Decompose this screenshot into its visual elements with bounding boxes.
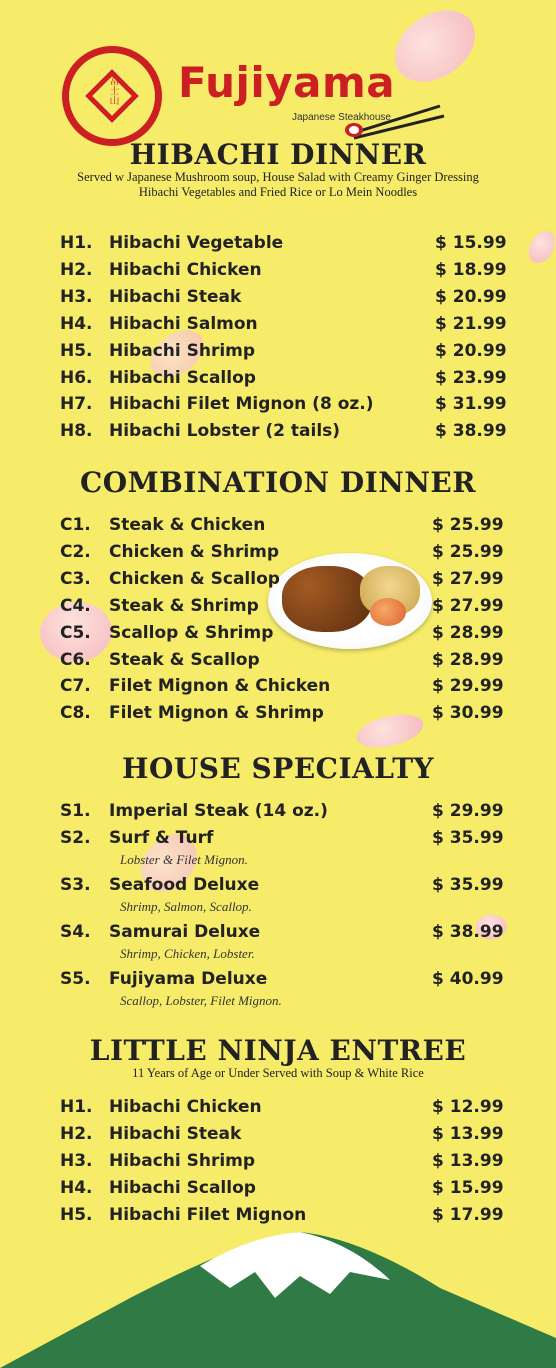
menu-item-price: $ 31.99 [435, 394, 507, 414]
menu-item-row [0, 341, 556, 367]
menu-item-price: $ 28.99 [432, 650, 504, 670]
menu-item-code: H3. [60, 1151, 93, 1171]
menu-item-row [0, 703, 556, 729]
menu-item-name: Filet Mignon & Chicken [109, 676, 331, 696]
menu-item-row [0, 1151, 556, 1177]
menu-item-name: Scallop & Shrimp [109, 623, 274, 643]
menu-item-code: H1. [60, 1097, 93, 1117]
menu-item-code: H2. [60, 260, 93, 280]
menu-item-price: $ 13.99 [432, 1151, 504, 1171]
menu-item-name: Steak & Chicken [109, 515, 266, 535]
menu-item-description: Scallop, Lobster, Filet Mignon. [120, 993, 282, 1008]
logo-kanji: 富士山 [107, 75, 118, 105]
menu-item-name: Hibachi Filet Mignon (8 oz.) [109, 394, 374, 414]
menu-item-code: H2. [60, 1124, 93, 1144]
menu-item-code: H8. [60, 421, 93, 441]
mount-fuji-illustration [0, 1228, 556, 1368]
menu-item-name: Hibachi Steak [109, 1124, 242, 1144]
petal-decoration [384, 1, 487, 91]
menu-item-code: C7. [60, 676, 91, 696]
logo-emblem [62, 46, 162, 146]
menu-item-code: H7. [60, 394, 93, 414]
menu-item-row [0, 596, 556, 622]
menu-item-row [0, 969, 556, 995]
menu-item-name: Chicken & Shrimp [109, 542, 280, 562]
menu-item-row [0, 515, 556, 541]
menu-item-description: Lobster & Filet Mignon. [120, 852, 248, 867]
section-title-specialty: HOUSE SPECIALTY [121, 752, 435, 785]
menu-item-code: S3. [60, 875, 91, 895]
menu-item-price: $ 12.99 [432, 1097, 504, 1117]
menu-item-row [0, 314, 556, 340]
menu-item-row [0, 650, 556, 676]
menu-item-row [0, 875, 556, 901]
menu-item-name: Chicken & Scallop [109, 569, 280, 589]
section-subtitle-hibachi-1: Served w Japanese Mushroom soup, House Salad with Creamy Ginger Dressing [77, 170, 479, 184]
menu-item-price: $ 15.99 [432, 1178, 504, 1198]
menu-item-price: $ 20.99 [435, 287, 507, 307]
menu-item-row [0, 676, 556, 702]
menu-item-code: C3. [60, 569, 91, 589]
menu-item-price: $ 23.99 [435, 368, 507, 388]
menu-item-name: Imperial Steak (14 oz.) [109, 801, 328, 821]
menu-item-price: $ 38.99 [435, 421, 507, 441]
brand-name: Fujiyama [178, 58, 396, 107]
menu-item-name: Fujiyama Deluxe [109, 969, 268, 989]
menu-item-code: C5. [60, 623, 91, 643]
menu-item-price: $ 40.99 [432, 969, 504, 989]
menu-item-row [0, 233, 556, 259]
menu-item-name: Hibachi Vegetable [109, 233, 284, 253]
menu-item-row [0, 368, 556, 394]
menu-item-name: Steak & Scallop [109, 650, 260, 670]
menu-item-code: H4. [60, 1178, 93, 1198]
menu-item-row [0, 801, 556, 827]
menu-item-price: $ 35.99 [432, 828, 504, 848]
menu-item-code: C1. [60, 515, 91, 535]
menu-item-row [0, 287, 556, 313]
menu-item-price: $ 21.99 [435, 314, 507, 334]
menu-item-name: Hibachi Shrimp [109, 341, 256, 361]
menu-item-row [0, 569, 556, 595]
menu-item-price: $ 27.99 [432, 569, 504, 589]
menu-item-code: H5. [60, 341, 93, 361]
menu-item-price: $ 13.99 [432, 1124, 504, 1144]
section-title-combination: COMBINATION DINNER [79, 466, 477, 499]
menu-item-row [0, 1124, 556, 1150]
menu-item-code: C2. [60, 542, 91, 562]
menu-item-name: Hibachi Lobster (2 tails) [109, 421, 341, 441]
menu-item-code: C4. [60, 596, 91, 616]
menu-item-code: S5. [60, 969, 91, 989]
menu-item-row [0, 1097, 556, 1123]
brand-subtitle: Japanese Steakhouse [292, 112, 391, 123]
menu-item-name: Samurai Deluxe [109, 922, 261, 942]
menu-item-price: $ 28.99 [432, 623, 504, 643]
menu-item-name: Hibachi Scallop [109, 368, 256, 388]
menu-item-row [0, 542, 556, 568]
menu-item-price: $ 20.99 [435, 341, 507, 361]
section-subtitle-ninja: 11 Years of Age or Under Served with Soup & White Rice [132, 1066, 424, 1080]
menu-item-code: H3. [60, 287, 93, 307]
menu-item-price: $ 35.99 [432, 875, 504, 895]
menu-item-name: Hibachi Chicken [109, 1097, 262, 1117]
menu-item-row [0, 828, 556, 854]
menu-item-row [0, 260, 556, 286]
menu-item-price: $ 25.99 [432, 542, 504, 562]
menu-item-name: Seafood Deluxe [109, 875, 260, 895]
section-title-ninja: LITTLE NINJA ENTREE [89, 1034, 467, 1067]
menu-item-code: S4. [60, 922, 91, 942]
menu-item-name: Hibachi Scallop [109, 1178, 256, 1198]
chopsticks-sushi-icon [330, 100, 450, 140]
menu-item-name: Surf & Turf [109, 828, 214, 848]
menu-item-row [0, 394, 556, 420]
menu-item-code: H1. [60, 233, 93, 253]
menu-item-name: Hibachi Filet Mignon [109, 1205, 307, 1225]
menu-item-code: S2. [60, 828, 91, 848]
menu-item-code: C6. [60, 650, 91, 670]
menu-item-row [0, 1178, 556, 1204]
menu-item-price: $ 29.99 [432, 801, 504, 821]
menu-item-description: Shrimp, Salmon, Scallop. [120, 899, 252, 914]
menu-item-row [0, 421, 556, 447]
menu-item-name: Hibachi Steak [109, 287, 242, 307]
menu-item-price: $ 29.99 [432, 676, 504, 696]
section-subtitle-hibachi-2: Hibachi Vegetables and Fried Rice or Lo Mein Noodles [138, 185, 418, 199]
section-title-hibachi: HIBACHI DINNER [129, 138, 427, 171]
menu-item-price: $ 25.99 [432, 515, 504, 535]
menu-item-price: $ 15.99 [435, 233, 507, 253]
menu-item-description: Shrimp, Chicken, Lobster. [120, 946, 255, 961]
menu-item-code: C8. [60, 703, 91, 723]
menu-item-name: Hibachi Chicken [109, 260, 262, 280]
menu-item-row [0, 623, 556, 649]
menu-item-name: Steak & Shrimp [109, 596, 259, 616]
menu-item-price: $ 18.99 [435, 260, 507, 280]
menu-item-code: H5. [60, 1205, 93, 1225]
menu-item-price: $ 38.99 [432, 922, 504, 942]
menu-item-name: Hibachi Salmon [109, 314, 258, 334]
menu-item-price: $ 17.99 [432, 1205, 504, 1225]
menu-item-price: $ 27.99 [432, 596, 504, 616]
menu-item-code: H4. [60, 314, 93, 334]
menu-item-name: Filet Mignon & Shrimp [109, 703, 324, 723]
menu-item-name: Hibachi Shrimp [109, 1151, 256, 1171]
menu-item-row [0, 922, 556, 948]
menu-item-price: $ 30.99 [432, 703, 504, 723]
menu-item-code: H6. [60, 368, 93, 388]
menu-item-code: S1. [60, 801, 91, 821]
